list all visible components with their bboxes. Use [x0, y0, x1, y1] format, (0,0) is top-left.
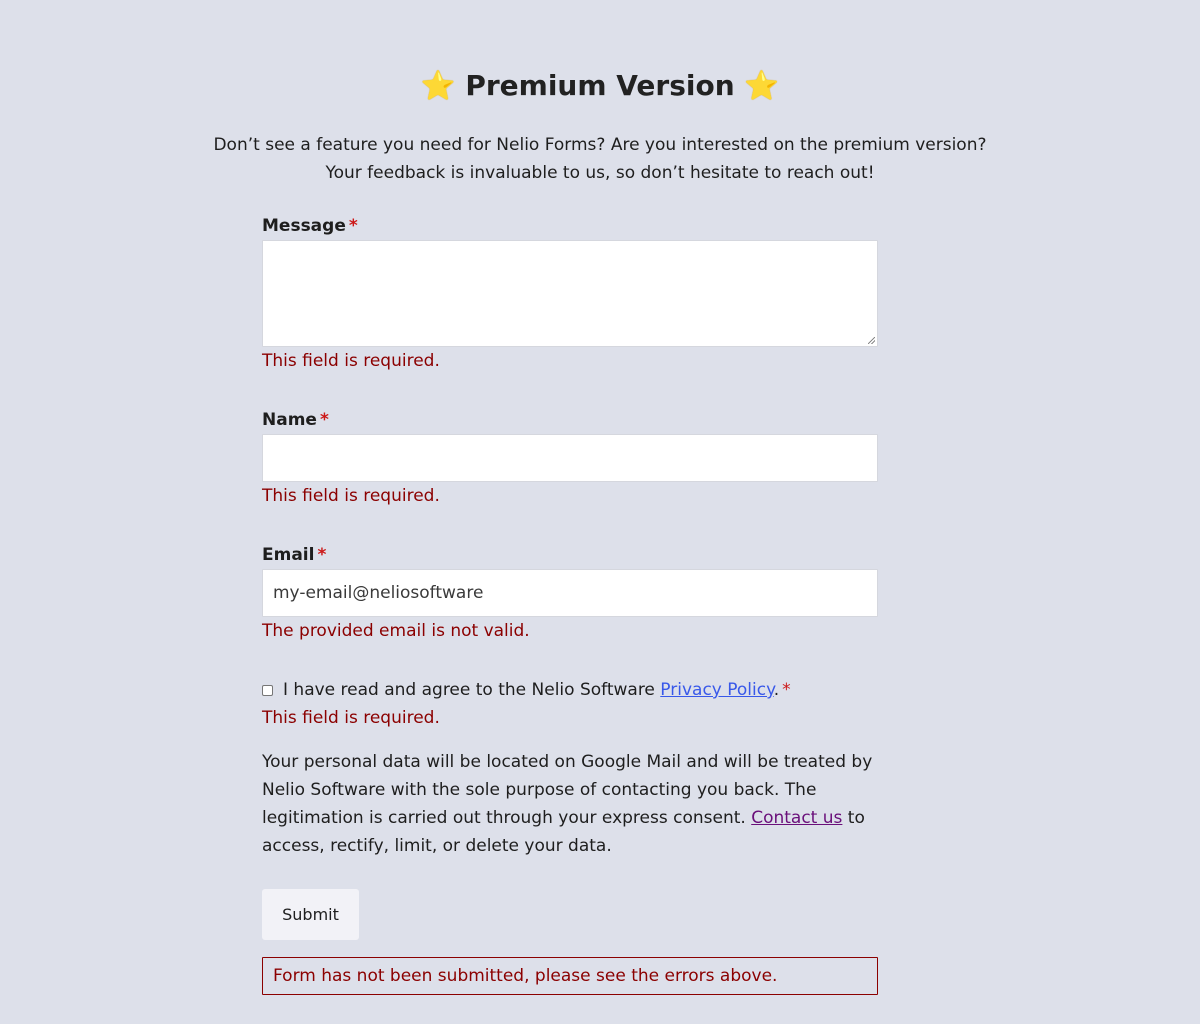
consent-text-after: . [773, 680, 780, 700]
intro-line-1: Don’t see a feature you need for Nelio Forms? Are you interested on the premium version? [213, 135, 987, 155]
privacy-note-text-end: to access, rectify, limit, or delete your data. [262, 808, 865, 856]
name-input[interactable] [262, 434, 878, 482]
intro-line-2: Your feedback is invaluable to us, so don’t hesitate to reach out! [325, 163, 875, 183]
feedback-form [262, 212, 878, 995]
name-label-text: Name [262, 410, 317, 430]
star-icon: ⭐ [420, 69, 456, 102]
privacy-policy-link[interactable]: Privacy Policy [660, 680, 774, 700]
consent-checkbox[interactable] [262, 685, 273, 696]
name-error: This field is required. [262, 486, 440, 506]
consent-text [283, 676, 791, 704]
required-asterisk: * [319, 410, 329, 430]
message-label [262, 212, 878, 240]
required-asterisk: * [317, 545, 327, 565]
consent-row [262, 676, 878, 704]
message-textarea[interactable] [262, 240, 878, 347]
page-title-text: Premium Version [465, 69, 735, 102]
name-label [262, 406, 878, 434]
contact-us-link[interactable]: Contact us [751, 808, 843, 828]
resize-handle-icon[interactable] [868, 337, 875, 344]
intro-text [0, 131, 1200, 187]
privacy-note-text: Your personal data will be located on Google Mail and will be treated by Nelio Software with the sole purpose of contacting you back. The legitimation is carried out through your express consent. [262, 752, 873, 828]
email-label [262, 541, 878, 569]
message-label-text: Message [262, 216, 346, 236]
star-icon: ⭐ [744, 69, 780, 102]
privacy-note [262, 748, 878, 860]
consent-error: This field is required. [262, 708, 440, 728]
email-label-text: Email [262, 545, 315, 565]
email-input[interactable]: my-email@neliosoftware [262, 569, 878, 617]
email-error: The provided email is not valid. [262, 621, 530, 641]
message-error: This field is required. [262, 351, 440, 371]
consent-text-before: I have read and agree to the Nelio Software [283, 680, 661, 700]
form-error-message: Form has not been submitted, please see the errors above. [262, 957, 878, 995]
submit-button[interactable]: Submit [262, 889, 359, 940]
required-asterisk: * [348, 216, 358, 236]
page-title [0, 66, 1200, 106]
required-asterisk: * [782, 680, 791, 700]
